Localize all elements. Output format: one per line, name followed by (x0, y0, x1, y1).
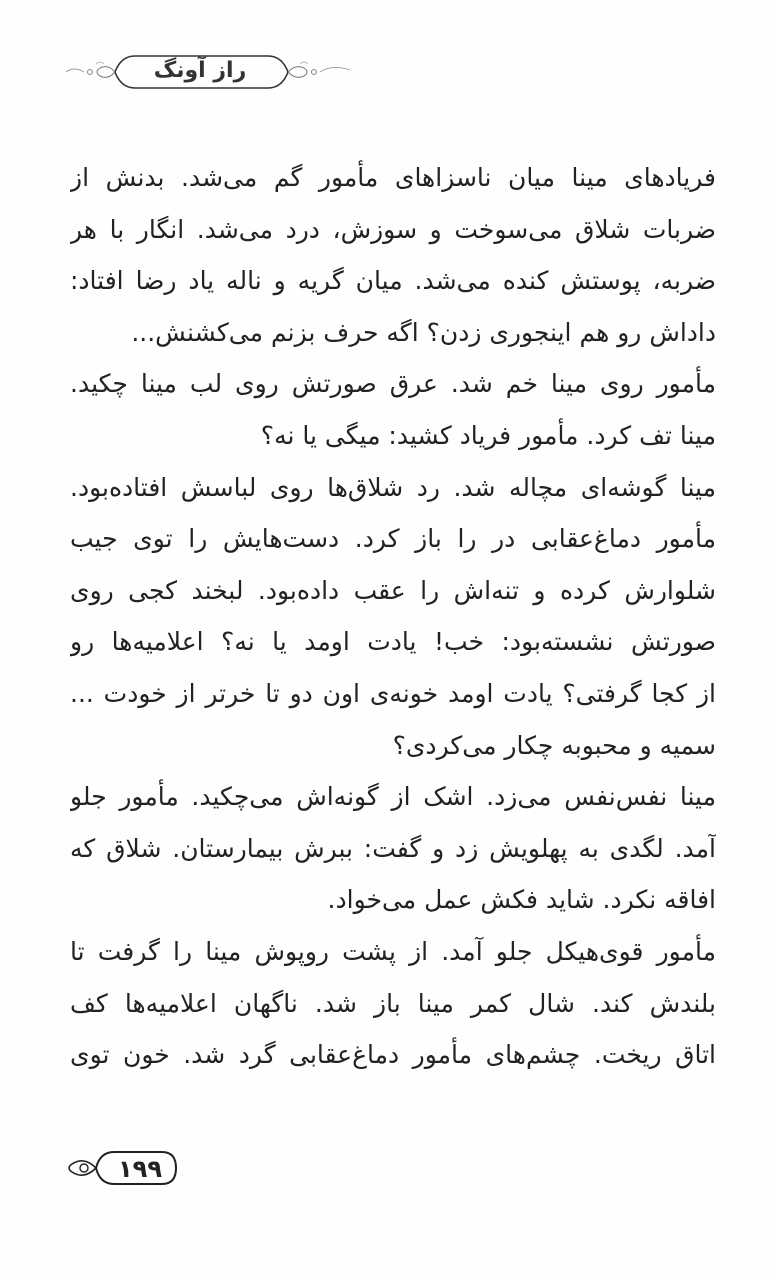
text-line: صورتش نشسته‌بود: خب! یادت اومد یا نه؟ اعلامیه‌ها رو (70, 627, 716, 657)
text-line: اتاق ریخت. چشم‌های مأمور دماغ‌عقابی گرد شد. خون توی (70, 1040, 716, 1070)
text-line: مینا گوشه‌ای مچاله شد. رد شلاق‌ها روی لباسش افتاده‌بود. (70, 472, 716, 502)
text-line: فریادهای مینا میان ناسزاهای مأمور گم می‌شد. بدنش از (70, 163, 716, 192)
running-header-title: راز آونگ (153, 58, 247, 83)
text-line: مأمور روی مینا خم شد. عرق صورتش روی لب مینا چکید. (70, 369, 716, 399)
chapter-body-text (70, 152, 716, 1081)
text-line: آمد. لگدی به پهلویش زد و گفت: ببرش بیمارستان. شلاق که (70, 833, 716, 863)
text-line: سمیه و محبوبه چکار می‌کردی؟ (392, 730, 716, 760)
text-line: شلوارش کرده و تنه‌اش را عقب داده‌بود. لبخند کجی روی (70, 575, 716, 605)
text-line: بلندش کند. شال کمر مینا باز شد. ناگهان اعلامیه‌ها کف (70, 988, 716, 1018)
text-line: مأمور دماغ‌عقابی در را باز کرد. دست‌هایش را توی جیب (70, 524, 716, 554)
text-line: ضربه، پوستش کنده می‌شد. میان گریه و ناله یاد رضا افتاد: (70, 266, 716, 296)
text-line: افاقه نکرد. شاید فکش عمل می‌خواد. (327, 885, 716, 915)
text-line: از کجا گرفتی؟ یادت اومد خونه‌ی اون دو تا خرتر از خودت ... (70, 678, 716, 708)
text-line: ضربات شلاق می‌سوخت و سوزش، درد می‌شد. انگار با هر (70, 214, 716, 244)
text-line: مینا تف کرد. مأمور فریاد کشید: میگی یا نه؟ (260, 420, 716, 450)
text-line: مأمور قوی‌هیکل جلو آمد. از پشت روپوش مینا را گرفت تا (70, 936, 716, 966)
text-line: مینا نفس‌نفس می‌زد. اشک از گونه‌اش می‌چکید. مأمور جلو (70, 782, 716, 812)
text-line: داداش رو هم اینجوری زدن؟ اگه حرف بزنم می‌کشنش... (131, 317, 716, 347)
page-number: ۱۹۹ (118, 1155, 162, 1183)
